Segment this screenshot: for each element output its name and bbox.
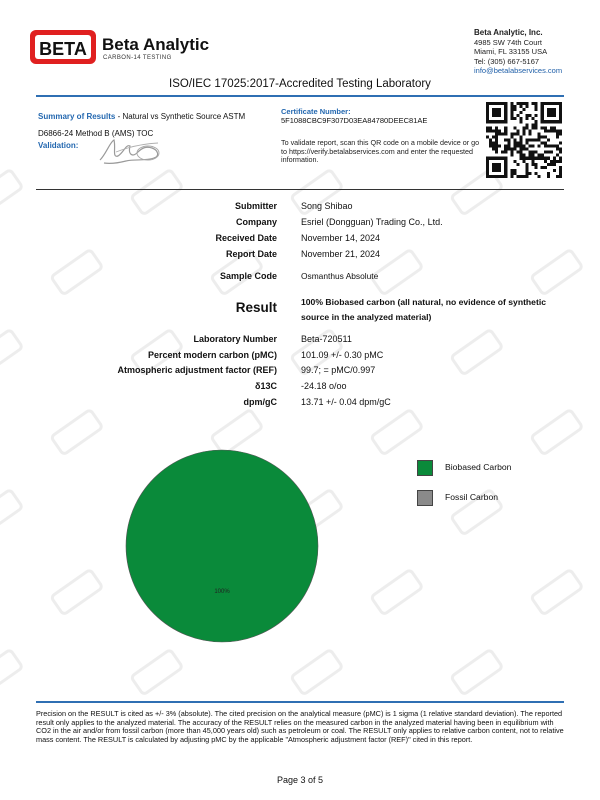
signature-image	[96, 134, 168, 168]
pie-slice-biobased	[126, 450, 318, 642]
watermark-tile	[131, 649, 183, 695]
watermark-tile	[451, 329, 503, 375]
header-divider	[36, 95, 564, 97]
watermark-tile	[451, 649, 503, 695]
validation-label: Validation:	[38, 141, 79, 150]
dpm-label: dpm/gC	[243, 397, 277, 407]
legend-swatch-fossil	[417, 490, 433, 506]
validate-instructions: To validate report, scan this QR code on a mobile device or go to https://verify.betalabservices.com and enter the requested information.	[281, 138, 480, 165]
address-line-1: 4985 SW 74th Court	[474, 37, 542, 47]
certificate-label: Certificate Number:	[281, 107, 351, 116]
received-date-value: November 14, 2024	[301, 233, 381, 243]
legend-label-biobased: Biobased Carbon	[445, 462, 512, 472]
watermark-tile	[291, 649, 343, 695]
lab-number-label: Laboratory Number	[193, 334, 277, 344]
telephone: Tel: (305) 667-5167	[474, 56, 540, 66]
sample-code-value: Osmanthus Absolute	[301, 271, 379, 281]
logo-name-text: Beta Analytic	[102, 35, 210, 54]
watermark-tile	[371, 569, 423, 615]
legend-swatch-biobased	[417, 460, 433, 476]
report-date-value: November 21, 2024	[301, 249, 381, 259]
company-name: Beta Analytic, Inc.	[474, 28, 543, 37]
pmc-value: 101.09 +/- 0.30 pMC	[301, 350, 384, 360]
d13c-value: -24.18 o/oo	[301, 381, 347, 391]
legend-label-fossil: Fossil Carbon	[445, 492, 499, 502]
watermark-tile	[131, 169, 183, 215]
qr-code[interactable]	[486, 102, 562, 178]
logo-mark-text: BETA	[39, 39, 87, 59]
beta-analytic-logo	[30, 29, 210, 69]
watermark-tile	[51, 409, 103, 455]
received-date-label: Received Date	[215, 233, 277, 243]
lab-address	[474, 28, 562, 76]
watermark-tile	[531, 409, 583, 455]
dpm-value: 13.71 +/- 0.04 dpm/gC	[301, 397, 391, 407]
summary-title: Summary of Results	[38, 112, 116, 121]
page-number: Page 3 of 5	[276, 775, 324, 785]
ref-value: 99.7; = pMC/0.997	[301, 365, 376, 375]
sample-code-label: Sample Code	[219, 271, 277, 281]
address-line-2: Miami, FL 33155 USA	[474, 47, 548, 57]
watermark-tile	[531, 249, 583, 295]
logo-sub-text: CARBON-14 TESTING	[103, 55, 172, 61]
certificate-number: 5F1088CBC9F307D03EA84780DEEC81AE	[281, 116, 428, 125]
d13c-label: δ13C	[255, 381, 277, 391]
result-value: 100% Biobased carbon (all natural, no evidence of synthetic source in the analyzed material)	[301, 297, 546, 322]
watermark-tile	[0, 649, 23, 695]
biobased-pie-chart	[124, 448, 320, 644]
watermark-tile	[51, 569, 103, 615]
submitter-value: Song Shibao	[301, 201, 353, 211]
pmc-label: Percent modern carbon (pMC)	[147, 350, 277, 360]
footnote-text: Precision on the RESULT is cited as +/- 3% (absolute). The cited precision on the analytical measure (pMC) is 1 sigma (1 relative standard deviation). The reported result only applies to the analyzed material. The accuracy of the RESULT relies on the measured carbon in the analyzed material having been in equilibrium with CO2 in the air and/or from fossil carbon (more than 45,000 years old) such as petroleum or coal. The RESULT only applies to relative carbon content, not to relative mass content. The RESULT is calculated by adjusting pMC by the applicable "Atmospheric adjustment factor (REF)" cited in this report.	[36, 709, 564, 744]
pie-slice-label: 100%	[214, 589, 230, 595]
summary-method: D6866-24 Method B (AMS) TOC	[38, 129, 154, 138]
watermark-tile	[0, 329, 23, 375]
lab-number-value: Beta-720511	[301, 334, 352, 344]
submitter-label: Submitter	[234, 201, 277, 211]
watermark-tile	[0, 489, 23, 535]
footer-divider	[36, 701, 564, 703]
summary-text: - Natural vs Synthetic Source ASTM	[115, 112, 246, 121]
accreditation-title: ISO/IEC 17025:2017-Accredited Testing Laboratory	[169, 78, 431, 90]
watermark-tile	[0, 169, 23, 215]
result-label: Result	[235, 300, 277, 315]
section-divider	[36, 189, 564, 190]
watermark-tile	[51, 249, 103, 295]
company-value: Esriel (Dongguan) Trading Co., Ltd.	[301, 217, 443, 227]
company-label: Company	[235, 217, 277, 227]
report-date-label: Report Date	[225, 249, 277, 259]
watermark-tile	[531, 569, 583, 615]
watermark-tile	[371, 409, 423, 455]
email-link[interactable]: info@betalabservices.com	[474, 66, 563, 76]
ref-label: Atmospheric adjustment factor (REF)	[117, 365, 277, 375]
certificate-block	[281, 107, 481, 125]
